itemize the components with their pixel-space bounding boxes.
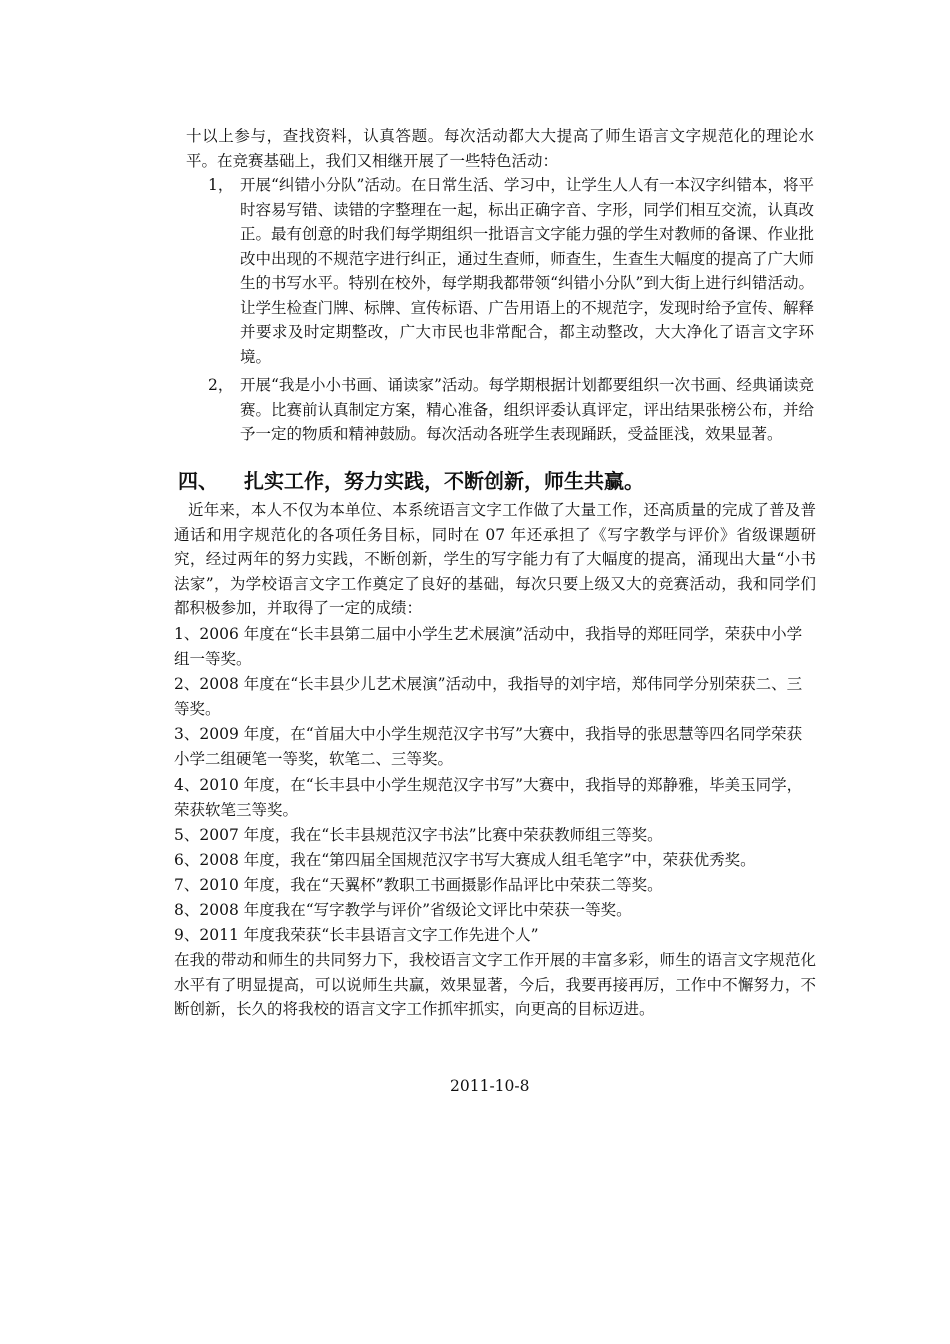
activity-text: 开展“纠错小分队”活动。在日常生活、学习中，让学生人人有一本汉字纠错本，将平时容易写错、读错的字整理在一起，标出正确字音、字形，同学们相互交流，认真改正。最有创意的时我们每学期组织一批语言文字能力强的学生对教师的备课、作业批改中出现的不规范字进行纠正，通过生查师，师查生，生查生大幅度的提高了广大师生的书写水平。特别在校外，每学期我都带领“纠错小分队”到大街上进行纠错活动。让学生检查门牌、标牌、宣传标语、广告用语上的不规范字，发现时给予宣传、解释并要求及时定期整改，广大市民也非常配合，都主动整改，大大净化了语言文字环境。 [240,176,814,366]
document-date: 2011-10-8 [450,1077,530,1095]
section-heading [178,466,818,496]
achievement-item: 8、2008 年度我在“写字教学与评价”省级论文评比中荣获一等奖。 [174,901,632,919]
achievement-item: 6、2008 年度，我在“第四届全国规范汉字书写大赛成人组毛笔字”中，荣获优秀奖。 [174,851,756,869]
achievement-item: 7、2010 年度，我在“天翼杯”教职工书画摄影作品评比中荣获二等奖。 [174,876,663,894]
closing-paragraph: 在我的带动和师生的共同努力下，我校语言文字工作开展的丰富多彩，师生的语言文字规范化水平有了明显提高，可以说师生共赢，效果显著，今后，我要再接再厉，工作中不懈努力，不断创新，长久的将我校的语言文字工作抓牢抓实，向更高的目标迈进。 [174,951,816,1018]
achievement-item: 5、2007 年度，我在“长丰县规范汉字书法”比赛中荣获教师组三等奖。 [174,826,663,844]
achievement-item: 4、2010 年度，在“长丰县中小学生规范汉字书写”大赛中，我指导的郑静雅，毕美玉同学，荣获软笔三等奖。 [174,776,803,819]
body-paragraph: 近年来，本人不仅为本单位、本系统语言文字工作做了大量工作，还高质量的完成了普及普通话和用字规范化的各项任务目标，同时在 07 年还承担了《写字教学与评价》省级课题研究，经过两年的努力实践，不断创新，学生的写字能力有了大幅度的提高，涌现出大量“小书法家”，为学校语言文字工作奠定了良好的基础，每次只要上级又大的竞赛活动，我和同学们都积极参加，并取得了一定的成绩： [174,501,816,617]
achievement-item: 2、2008 年度在“长丰县少儿艺术展演”活动中，我指导的刘宇培，郑伟同学分别荣获二、三等奖。 [174,675,803,718]
activity-number: 2， [208,376,234,394]
activity-text: 开展“我是小小书画、诵读家”活动。每学期根据计划都要组织一次书画、经典诵读竞赛。比赛前认真制定方案，精心准备，组织评委认真评定，评出结果张榜公布，并给予一定的物质和精神鼓励。每次活动各班学生表现踊跃，受益匪浅，效果显著。 [240,376,814,443]
section-number: 四、 [178,469,218,493]
activity-number: 1， [208,176,234,194]
achievement-item: 3、2009 年度，在“首届大中小学生规范汉字书写”大赛中，我指导的张思慧等四名同学荣获小学二组硬笔一等奖，软笔二、三等奖。 [174,725,803,768]
achievement-item: 9、2011 年度我荣获“长丰县语言文字工作先进个人” [174,926,539,944]
intro-paragraph: 十以上参与，查找资料，认真答题。每次活动都大大提高了师生语言文字规范化的理论水平。在竞赛基础上，我们又相继开展了一些特色活动： [186,127,814,170]
achievement-item: 1、2006 年度在“长丰县第二届中小学生艺术展演”活动中，我指导的郑旺同学，荣获中小学组一等奖。 [174,625,803,668]
section-title: 扎实工作，努力实践，不断创新，师生共赢。 [244,469,644,493]
